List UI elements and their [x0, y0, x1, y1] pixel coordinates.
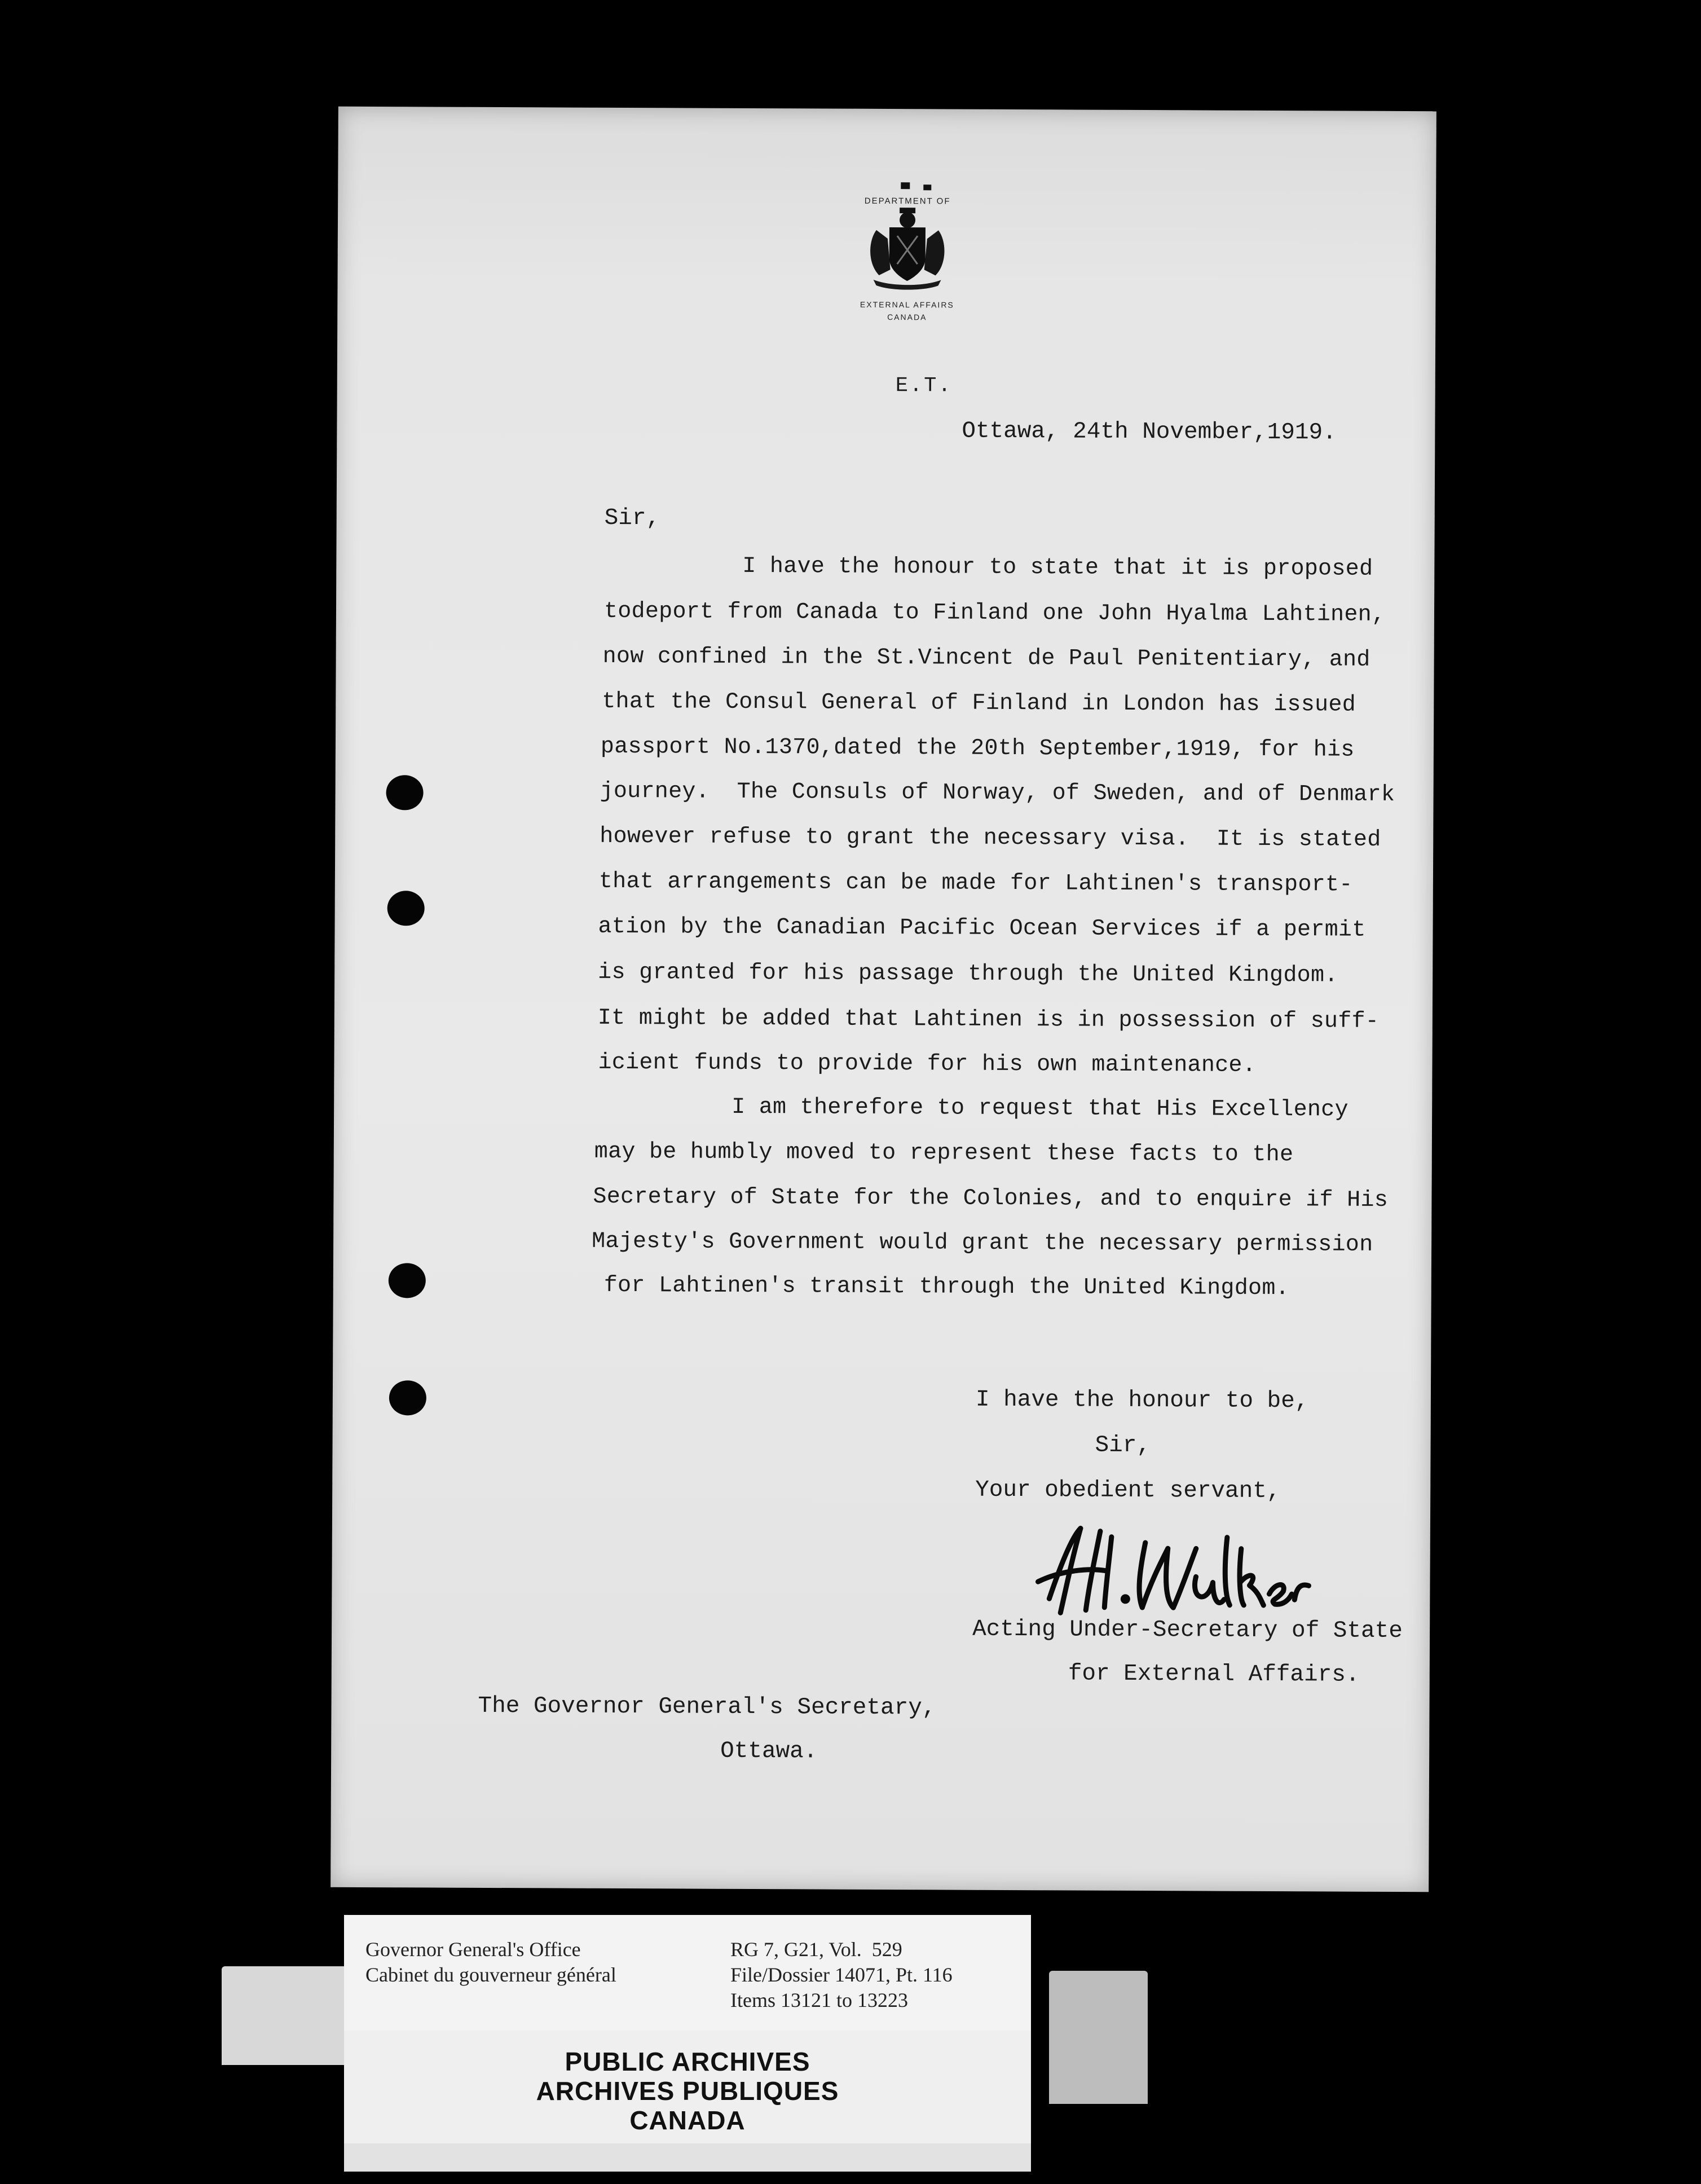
body-line: Majesty's Government would grant the necessary permission [592, 1228, 1373, 1258]
body-line: is granted for his passage through the United Kingdom. [598, 959, 1338, 989]
body-line: now confined in the St.Vincent de Paul Penitentiary, and [602, 644, 1371, 673]
closing-line: Your obedient servant, [975, 1477, 1281, 1505]
addressee-line: Ottawa. [720, 1738, 818, 1765]
punch-hole [387, 891, 425, 926]
body-line: may be humbly moved to represent these facts to the [594, 1139, 1294, 1168]
department-crest [839, 182, 975, 329]
dateline: Ottawa, 24th November,1919. [962, 418, 1337, 446]
archive-items-range: Items 13121 to 13223 [730, 1989, 908, 2011]
handwritten-signature [1026, 1514, 1320, 1633]
body-line: that the Consul General of Finland in London has issued [602, 689, 1356, 718]
body-line: ation by the Canadian Pacific Ocean Services if a permit [598, 914, 1366, 943]
body-line: journey. The Consuls of Norway, of Sweden, and of Denmark [600, 778, 1395, 808]
body-line: that arrangements can be made for Lahtinen's transport- [598, 869, 1353, 898]
archive-office-en: Governor General's Office [365, 1938, 581, 1961]
archive-stamp-line: CANADA [629, 2106, 746, 2135]
closing-line: Sir, [1095, 1432, 1151, 1459]
salutation: Sir, [604, 505, 660, 532]
archive-card-tab [1049, 1971, 1148, 2104]
archive-stamp-strip [344, 2031, 1031, 2143]
archive-office-fr: Cabinet du gouverneur général [365, 1963, 616, 1986]
closing-line: I have the honour to be, [975, 1386, 1309, 1415]
svg-text:DEPARTMENT OF: DEPARTMENT OF [864, 196, 951, 206]
body-line: passport No.1370,dated the 20th September,1919, for his [600, 734, 1355, 763]
body-line: I have the honour to state that it is proposed [742, 553, 1373, 582]
punch-hole [389, 1380, 426, 1415]
archive-stamp-line: PUBLIC ARCHIVES [565, 2047, 810, 2076]
body-line: Secretary of State for the Colonies, and to enquire if His [593, 1184, 1389, 1213]
body-line: however refuse to grant the necessary visa. It is stated [600, 824, 1381, 853]
archive-file-number: File/Dossier 14071, Pt. 116 [730, 1963, 953, 1986]
archive-card-edge [344, 2143, 1031, 2172]
svg-text:EXTERNAL AFFAIRS: EXTERNAL AFFAIRS [860, 300, 954, 310]
body-line: It might be added that Lahtinen is in possession of suff- [597, 1005, 1380, 1034]
addressee-line: The Governor General's Secretary, [478, 1693, 936, 1721]
reference-initials: E.T. [895, 374, 953, 398]
punch-hole [386, 775, 423, 810]
body-line: todeport from Canada to Finland one John Hyalma Lahtinen, [603, 598, 1386, 628]
punch-hole [389, 1263, 426, 1298]
letter-page [330, 107, 1436, 1892]
body-line: icient funds to provide for his own maintenance. [598, 1050, 1257, 1078]
body-line: I am therefore to request that His Excellency [731, 1094, 1349, 1123]
body-line: for Lahtinen's transit through the United Kingdom. [603, 1272, 1290, 1302]
signatory-title-line: Acting Under-Secretary of State [972, 1616, 1403, 1645]
archive-card-tab [222, 1966, 351, 2065]
signatory-title-line: for External Affairs. [1068, 1661, 1360, 1688]
svg-text:CANADA: CANADA [887, 312, 927, 322]
archive-stamp-line: ARCHIVES PUBLIQUES [536, 2076, 839, 2106]
archive-reference: RG 7, G21, Vol. 529 [730, 1938, 902, 1961]
